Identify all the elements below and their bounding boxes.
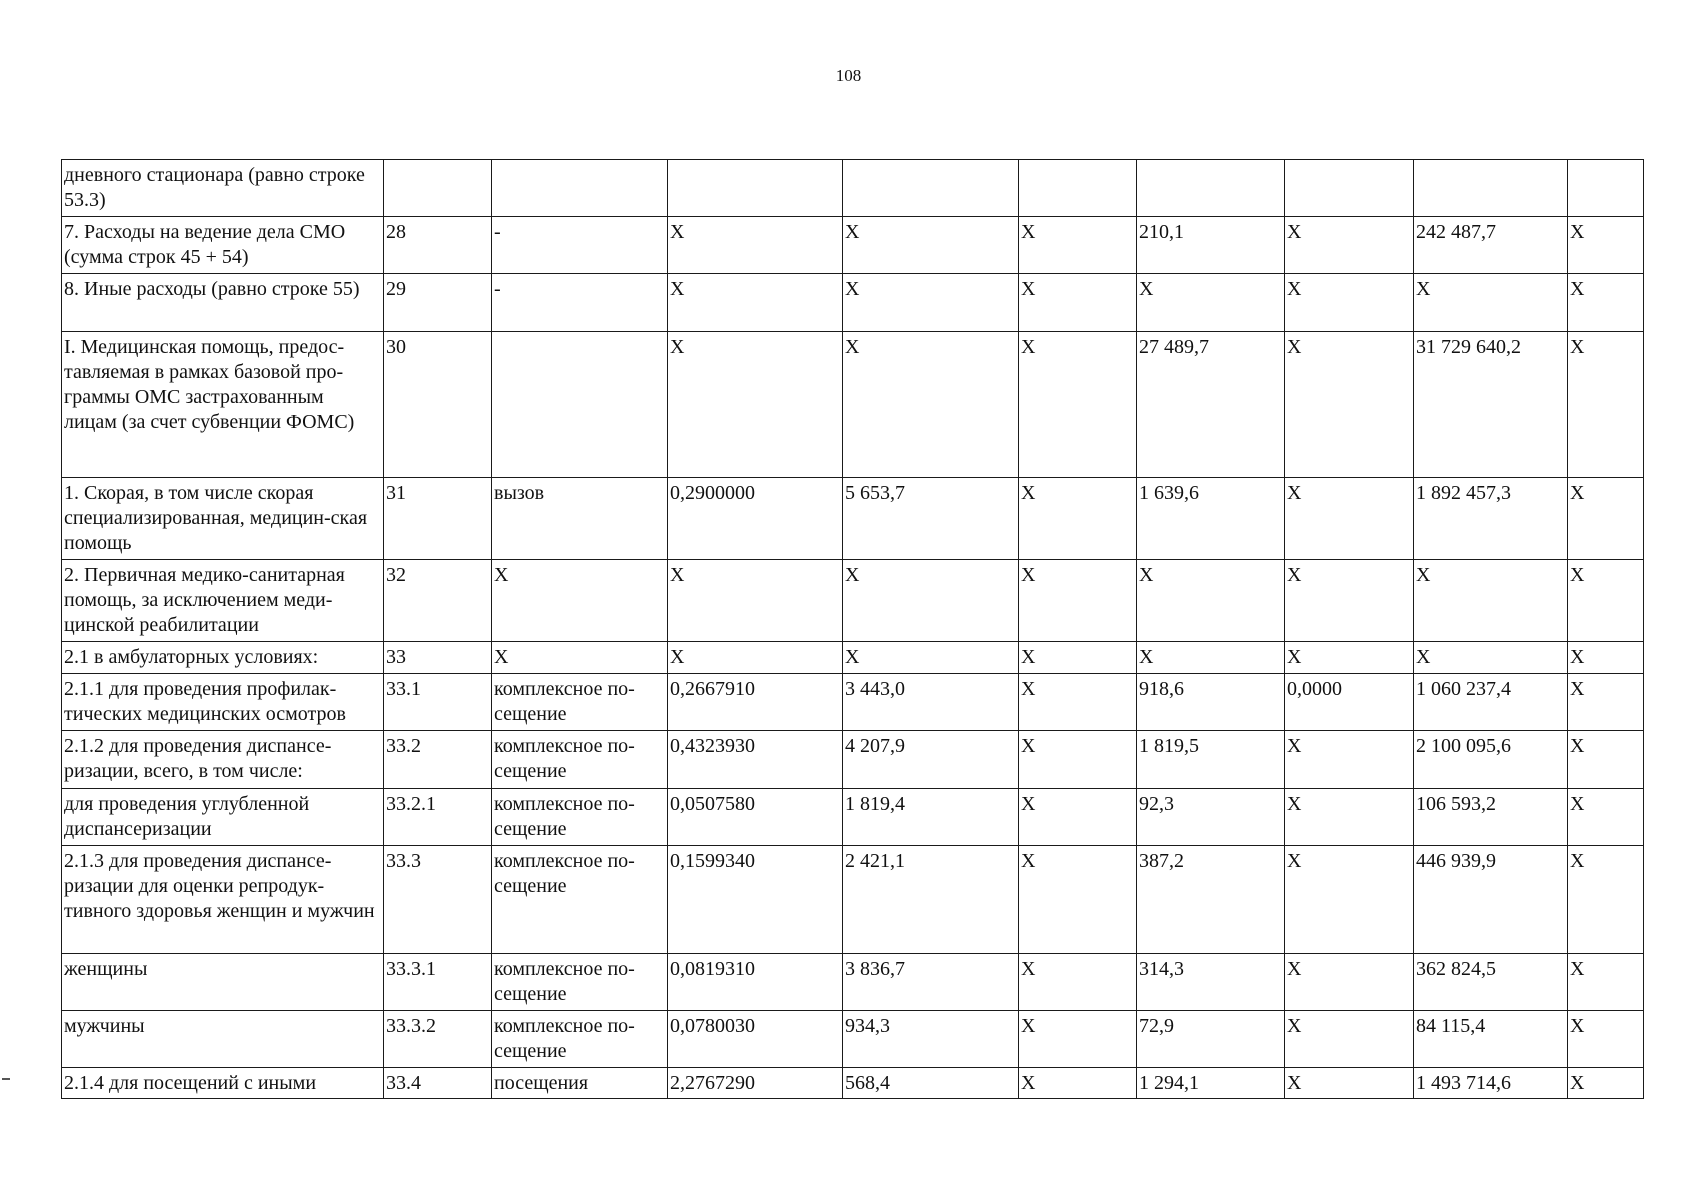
unit: X: [492, 560, 668, 642]
cell-value: X: [1019, 1068, 1137, 1099]
cell-value: [843, 160, 1019, 217]
table-row: [62, 274, 1644, 332]
cell-value: X: [1568, 1011, 1644, 1068]
cell-value: 2 421,1: [843, 846, 1019, 954]
cell-value: X: [1137, 642, 1285, 674]
cell-value: 72,9: [1137, 1011, 1285, 1068]
cell-value: X: [1019, 478, 1137, 560]
line-number: 33: [384, 642, 492, 674]
table-body: [62, 160, 1644, 1099]
line-number: 33.3.2: [384, 1011, 492, 1068]
financing-table: [61, 159, 1644, 1099]
cell-value: X: [1137, 274, 1285, 332]
row-name: 2.1.3 для проведения диспансе-ризации для оценки репродук-тивного здоровья женщин и мужчин: [62, 846, 384, 954]
cell-value: [1137, 160, 1285, 217]
unit: посещения: [492, 1068, 668, 1099]
cell-value: 387,2: [1137, 846, 1285, 954]
unit: [492, 332, 668, 478]
cell-value: 3 836,7: [843, 954, 1019, 1011]
cell-value: X: [1568, 560, 1644, 642]
cell-value: X: [1019, 789, 1137, 846]
cell-value: [668, 160, 843, 217]
line-number: 33.3: [384, 846, 492, 954]
table-row: [62, 846, 1644, 954]
cell-value: X: [1568, 954, 1644, 1011]
unit: комплексное по-сещение: [492, 846, 668, 954]
line-number: 33.2.1: [384, 789, 492, 846]
cell-value: 934,3: [843, 1011, 1019, 1068]
cell-value: X: [1568, 332, 1644, 478]
row-name: I. Медицинская помощь, предос-тавляемая в рамках базовой про-граммы ОМС застрахованным лицам (за счет субвенции ФОМС): [62, 332, 384, 478]
row-name: 7. Расходы на ведение дела СМО (сумма строк 45 + 54): [62, 217, 384, 274]
cell-value: 5 653,7: [843, 478, 1019, 560]
row-name: для проведения углубленной диспансеризации: [62, 789, 384, 846]
cell-value: 0,4323930: [668, 731, 843, 789]
cell-value: 0,0507580: [668, 789, 843, 846]
table-row: [62, 1068, 1644, 1099]
cell-value: 0,0780030: [668, 1011, 843, 1068]
unit: -: [492, 274, 668, 332]
cell-value: 1 892 457,3: [1414, 478, 1568, 560]
cell-value: X: [1568, 789, 1644, 846]
cell-value: X: [1019, 954, 1137, 1011]
scan-edge-mark: [2, 1078, 10, 1080]
unit: вызов: [492, 478, 668, 560]
row-name: дневного стационара (равно строке 53.3): [62, 160, 384, 217]
cell-value: X: [1285, 560, 1414, 642]
unit: комплексное по-сещение: [492, 674, 668, 731]
cell-value: X: [1568, 274, 1644, 332]
cell-value: X: [843, 274, 1019, 332]
cell-value: X: [1019, 217, 1137, 274]
table-row: [62, 731, 1644, 789]
table-row: [62, 560, 1644, 642]
cell-value: X: [668, 332, 843, 478]
cell-value: 1 493 714,6: [1414, 1068, 1568, 1099]
row-name: 2. Первичная медико-санитарная помощь, за исключением меди-цинской реабилитации: [62, 560, 384, 642]
unit: комплексное по-сещение: [492, 789, 668, 846]
cell-value: [1414, 160, 1568, 217]
cell-value: X: [843, 332, 1019, 478]
unit: комплексное по-сещение: [492, 1011, 668, 1068]
cell-value: X: [1414, 274, 1568, 332]
cell-value: 0,2900000: [668, 478, 843, 560]
cell-value: X: [1019, 731, 1137, 789]
cell-value: X: [1137, 560, 1285, 642]
cell-value: [1019, 160, 1137, 217]
line-number: 33.2: [384, 731, 492, 789]
cell-value: X: [843, 560, 1019, 642]
cell-value: X: [1568, 674, 1644, 731]
line-number: 32: [384, 560, 492, 642]
cell-value: X: [1285, 642, 1414, 674]
cell-value: X: [1019, 560, 1137, 642]
row-name: 8. Иные расходы (равно строке 55): [62, 274, 384, 332]
cell-value: 918,6: [1137, 674, 1285, 731]
page-number: 108: [835, 66, 862, 85]
cell-value: X: [843, 642, 1019, 674]
row-name: женщины: [62, 954, 384, 1011]
unit: -: [492, 217, 668, 274]
cell-value: 2,2767290: [668, 1068, 843, 1099]
cell-value: 1 294,1: [1137, 1068, 1285, 1099]
cell-value: X: [1414, 642, 1568, 674]
cell-value: 31 729 640,2: [1414, 332, 1568, 478]
line-number: 28: [384, 217, 492, 274]
row-name: 2.1.1 для проведения профилак-тических медицинских осмотров: [62, 674, 384, 731]
cell-value: X: [1285, 332, 1414, 478]
cell-value: 1 819,4: [843, 789, 1019, 846]
line-number: 29: [384, 274, 492, 332]
table-row: [62, 1011, 1644, 1068]
cell-value: 92,3: [1137, 789, 1285, 846]
cell-value: 106 593,2: [1414, 789, 1568, 846]
cell-value: 0,0000: [1285, 674, 1414, 731]
cell-value: X: [1019, 1011, 1137, 1068]
cell-value: X: [1285, 1011, 1414, 1068]
cell-value: X: [1568, 1068, 1644, 1099]
cell-value: X: [1019, 846, 1137, 954]
cell-value: X: [1285, 846, 1414, 954]
table-row: [62, 674, 1644, 731]
table-row: [62, 160, 1644, 217]
cell-value: X: [668, 642, 843, 674]
unit: [492, 160, 668, 217]
cell-value: 4 207,9: [843, 731, 1019, 789]
unit: комплексное по-сещение: [492, 731, 668, 789]
cell-value: X: [668, 560, 843, 642]
row-name: 1. Скорая, в том числе скорая специализированная, медицин-ская помощь: [62, 478, 384, 560]
line-number: 33.3.1: [384, 954, 492, 1011]
table-row: [62, 954, 1644, 1011]
cell-value: [1285, 160, 1414, 217]
row-name: 2.1.4 для посещений с иными: [62, 1068, 384, 1099]
cell-value: X: [1568, 478, 1644, 560]
unit: комплексное по-сещение: [492, 954, 668, 1011]
cell-value: X: [1285, 789, 1414, 846]
cell-value: 210,1: [1137, 217, 1285, 274]
cell-value: 1 060 237,4: [1414, 674, 1568, 731]
table-row: [62, 332, 1644, 478]
line-number: 31: [384, 478, 492, 560]
unit: X: [492, 642, 668, 674]
table-row: [62, 789, 1644, 846]
cell-value: X: [1568, 731, 1644, 789]
table-row: [62, 642, 1644, 674]
cell-value: 314,3: [1137, 954, 1285, 1011]
cell-value: X: [1285, 478, 1414, 560]
line-number: [384, 160, 492, 217]
table-row: [62, 217, 1644, 274]
cell-value: 0,2667910: [668, 674, 843, 731]
cell-value: X: [1019, 332, 1137, 478]
row-name: 2.1 в амбулаторных условиях:: [62, 642, 384, 674]
row-name: 2.1.2 для проведения диспансе-ризации, всего, в том числе:: [62, 731, 384, 789]
cell-value: X: [668, 274, 843, 332]
cell-value: 0,1599340: [668, 846, 843, 954]
line-number: 30: [384, 332, 492, 478]
cell-value: X: [1568, 642, 1644, 674]
cell-value: 2 100 095,6: [1414, 731, 1568, 789]
cell-value: X: [1019, 674, 1137, 731]
cell-value: X: [1019, 642, 1137, 674]
cell-value: 1 639,6: [1137, 478, 1285, 560]
cell-value: X: [1019, 274, 1137, 332]
cell-value: 3 443,0: [843, 674, 1019, 731]
line-number: 33.1: [384, 674, 492, 731]
cell-value: 446 939,9: [1414, 846, 1568, 954]
cell-value: X: [1285, 954, 1414, 1011]
cell-value: X: [1285, 274, 1414, 332]
cell-value: 362 824,5: [1414, 954, 1568, 1011]
cell-value: 568,4: [843, 1068, 1019, 1099]
table-row: [62, 478, 1644, 560]
cell-value: 27 489,7: [1137, 332, 1285, 478]
cell-value: [1568, 160, 1644, 217]
cell-value: X: [1285, 731, 1414, 789]
cell-value: X: [1568, 217, 1644, 274]
line-number: 33.4: [384, 1068, 492, 1099]
cell-value: X: [1285, 1068, 1414, 1099]
row-name: мужчины: [62, 1011, 384, 1068]
cell-value: X: [668, 217, 843, 274]
cell-value: X: [1568, 846, 1644, 954]
cell-value: X: [1414, 560, 1568, 642]
cell-value: 242 487,7: [1414, 217, 1568, 274]
cell-value: X: [843, 217, 1019, 274]
cell-value: X: [1285, 217, 1414, 274]
cell-value: 0,0819310: [668, 954, 843, 1011]
cell-value: 1 819,5: [1137, 731, 1285, 789]
cell-value: 84 115,4: [1414, 1011, 1568, 1068]
